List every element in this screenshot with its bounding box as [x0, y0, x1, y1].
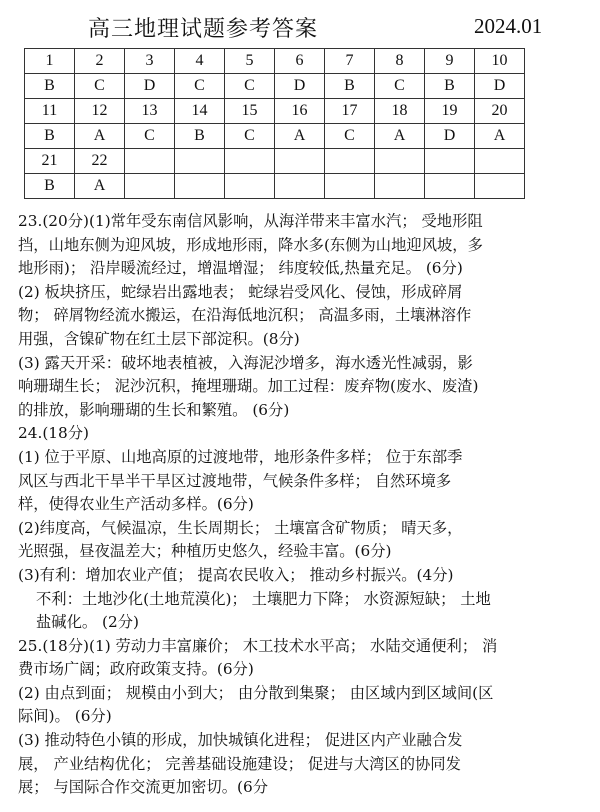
text-line: (1) 位于平原、山地高原的过渡地带，地形条件多样； 位于东部季 — [18, 447, 463, 466]
table-cell: 13 — [125, 99, 175, 124]
table-cell: B — [175, 124, 225, 149]
text-line: 23.(20分)(1)常年受东南信风影响，从海洋带来丰富水汽； 受地形阻 — [18, 212, 483, 230]
page-title: 高三地理试题参考答案 — [88, 17, 319, 42]
table-cell: 3 — [125, 49, 175, 74]
table-cell: A — [75, 174, 125, 199]
table-cell: C — [75, 74, 125, 99]
text-line: 展， 产业结构优化； 完善基础设施建设； 促进与大湾区的协同发 — [18, 754, 461, 773]
table-cell — [175, 149, 225, 174]
text-line: 用强，含镍矿物在红土层下部淀积。(8分) — [18, 329, 300, 348]
table-row — [25, 174, 525, 199]
table-cell: B — [325, 74, 375, 99]
text-line: (3) 露天开采：破坏地表植被，入海泥沙增多，海水透光性减弱，影 — [18, 353, 473, 372]
table-cell — [475, 174, 525, 199]
table-cell — [125, 174, 175, 199]
table-row — [25, 149, 525, 174]
table-cell: 16 — [275, 99, 325, 124]
table-cell: B — [425, 74, 475, 99]
table-cell: 10 — [475, 49, 525, 74]
table-cell — [275, 174, 325, 199]
table-cell — [225, 149, 275, 174]
text-line: (2) 板块挤压，蛇绿岩出露地表； 蛇绿岩受风化、侵蚀，形成碎屑 — [18, 282, 463, 301]
text-line: 费市场广阔；政府政策支持。(6分) — [18, 660, 254, 679]
text-line: 风区与西北干旱半干旱区过渡地带，气候条件多样； 自然环境多 — [18, 471, 452, 490]
text-line: 展； 与国际合作交流更加密切。(6分 — [18, 778, 269, 797]
table-cell: 7 — [325, 49, 375, 74]
text-line: (3) 推动特色小镇的形成，加快城镇化进程； 促进区内产业融合发 — [18, 731, 463, 750]
header — [0, 0, 600, 46]
text-line: 光照强，昼夜温差大；种植历史悠久，经验丰富。(6分) — [18, 542, 392, 561]
table-cell: C — [375, 74, 425, 99]
table-cell: 9 — [425, 49, 475, 74]
text-line: 25.(18分)(1) 劳动力丰富廉价； 木工技术水平高； 水陆交通便利； 消 — [18, 636, 498, 655]
table-cell: 2 — [75, 49, 125, 74]
text-line: 的排放，影响珊瑚的生长和繁殖。 (6分) — [18, 400, 290, 419]
table-cell: 20 — [475, 99, 525, 124]
table-cell — [425, 174, 475, 199]
table-cell: 14 — [175, 99, 225, 124]
table-cell: B — [25, 124, 75, 149]
table-cell: 22 — [75, 149, 125, 174]
text-line: 24.(18分) — [18, 424, 90, 443]
answer-table — [24, 48, 525, 199]
table-cell — [375, 149, 425, 174]
table-cell: 17 — [325, 99, 375, 124]
text-line: (2)纬度高，气候温凉，生长周期长； 土壤富含矿物质； 晴天多， — [18, 518, 463, 537]
table-cell: D — [125, 74, 175, 99]
table-cell: B — [25, 74, 75, 99]
text-line: 盐碱化。 (2分) — [36, 613, 140, 632]
table-cell: A — [375, 124, 425, 149]
table-cell — [475, 149, 525, 174]
table-row — [25, 49, 525, 74]
text-line: 际间)。 (6分) — [18, 707, 112, 726]
table-cell — [125, 149, 175, 174]
table-cell: C — [175, 74, 225, 99]
table-cell: 4 — [175, 49, 225, 74]
text-line: (3)有利：增加农业产值； 提高农民收入； 推动乡村振兴。(4分) — [18, 565, 454, 584]
table-cell — [225, 174, 275, 199]
table-cell: D — [475, 74, 525, 99]
table-cell: 19 — [425, 99, 475, 124]
table-cell: D — [275, 74, 325, 99]
table-cell: C — [225, 74, 275, 99]
table-cell: A — [75, 124, 125, 149]
table-cell — [275, 149, 325, 174]
text-line: 挡，山地东侧为迎风坡，形成地形雨，降水多(东侧为山地迎风坡，多 — [18, 235, 483, 254]
table-cell: 5 — [225, 49, 275, 74]
table-cell: A — [475, 124, 525, 149]
table-row — [25, 99, 525, 124]
answer-text — [18, 210, 590, 800]
text-line: 样，使得农业生产活动多样。(6分) — [18, 495, 254, 514]
text-line: 物； 碎屑物经流水搬运，在沿海低地沉积； 高温多雨，土壤淋溶作 — [18, 306, 472, 325]
table-row — [25, 74, 525, 99]
table-cell: 15 — [225, 99, 275, 124]
table-cell: C — [325, 124, 375, 149]
table-cell: D — [425, 124, 475, 149]
text-line: 不利：土地沙化(土地荒漠化)； 土壤肥力下降； 水资源短缺； 土地 — [36, 589, 491, 608]
table-cell: 1 — [25, 49, 75, 74]
text-line: (2) 由点到面； 规模由小到大； 由分散到集聚； 由区域内到区域间(区 — [18, 683, 494, 702]
table-cell — [325, 174, 375, 199]
table-row — [25, 124, 525, 149]
table-cell: C — [125, 124, 175, 149]
table-cell — [425, 149, 475, 174]
table-cell: C — [225, 124, 275, 149]
table-cell: B — [25, 174, 75, 199]
text-line: 响珊瑚生长； 泥沙沉积，掩埋珊瑚。加工过程：废弃物(废水、废渣) — [18, 377, 479, 396]
table-cell: 21 — [25, 149, 75, 174]
table-cell: A — [275, 124, 325, 149]
table-cell: 11 — [25, 99, 75, 124]
table-cell: 8 — [375, 49, 425, 74]
table-cell — [175, 174, 225, 199]
table-cell: 18 — [375, 99, 425, 124]
page-date: 2024.01 — [474, 14, 543, 38]
text-line: 地形雨)； 沿岸暖流经过，增温增湿； 纬度较低,热量充足。 (6分) — [18, 259, 463, 278]
table-cell: 12 — [75, 99, 125, 124]
table-cell: 6 — [275, 49, 325, 74]
table-cell — [375, 174, 425, 199]
table-cell — [325, 149, 375, 174]
